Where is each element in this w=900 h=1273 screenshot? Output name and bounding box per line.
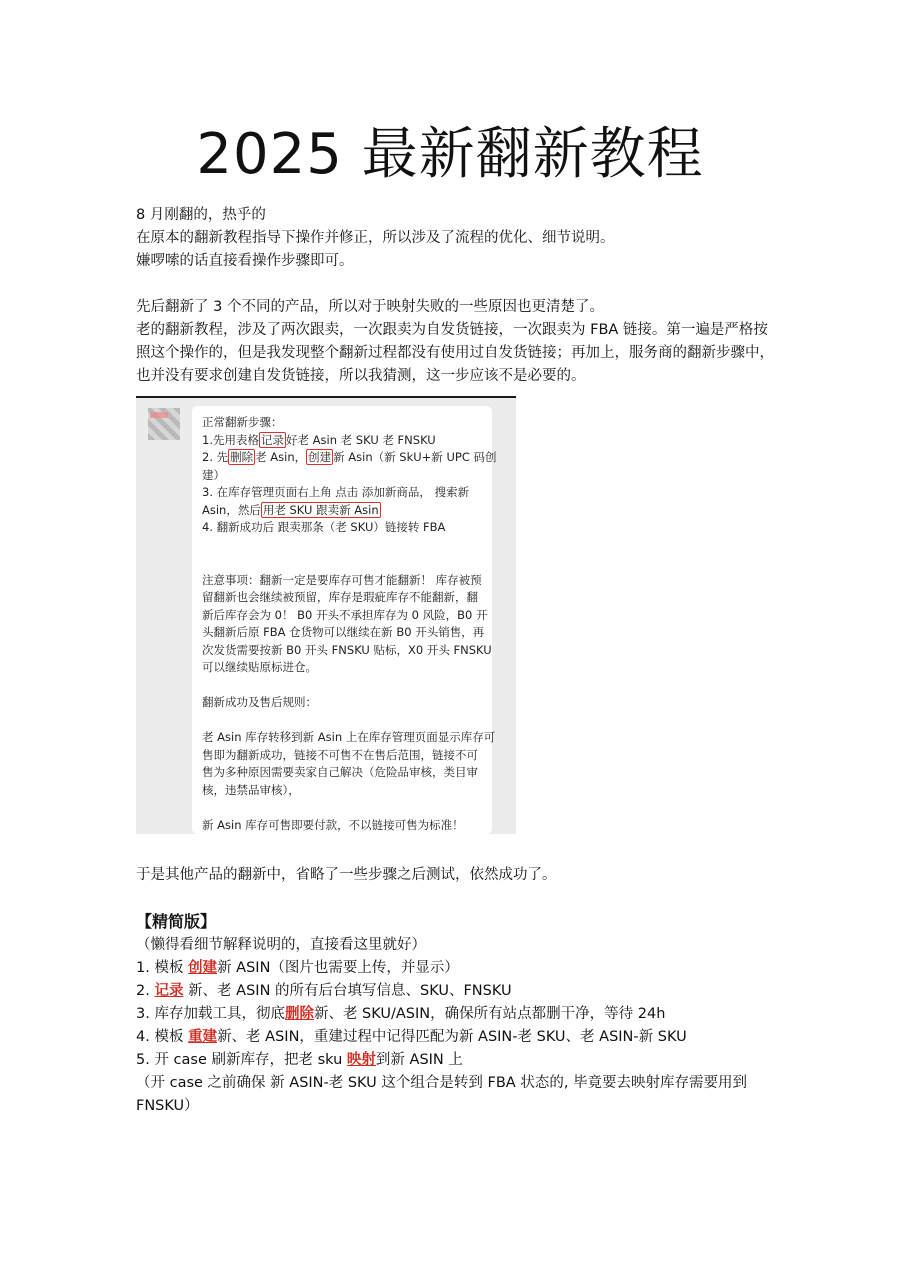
chat-step-3-cont: Asin，然后 用老 SKU 跟卖新 Asin (202, 502, 379, 517)
after-image-section (136, 864, 776, 887)
keyword-create: 创建 (188, 960, 218, 976)
highlight-box: 用老 SKU 跟卖新 Asin (262, 502, 379, 517)
chat-note-line: 可以继续贴原标进仓。 (202, 660, 317, 674)
background-paragraph: 老的翻新教程，涉及了两次跟卖，一次跟卖为自发货链接，一次跟卖为 FBA 链接。第一遍是严格按照这个操作的，但是我发现整个翻新过程都没有使用过自发货链接；再加上，服务商的翻新步骤中，也并没有要求创建自发货链接，所以我猜测，这一步应该不是必要的。 (136, 322, 774, 384)
keyword-map: 映射 (346, 1052, 376, 1068)
keyword-rebuild: 重建 (188, 1029, 218, 1045)
simple-note: （懒得看细节解释说明的，直接看这里就好） (136, 937, 426, 953)
chat-note-line: 头翻新后原 FBA 仓货物可以继续在新 B0 开头销售，再 (202, 625, 485, 639)
simple-item-5: 5. 开 case 刷新库存，把老 sku 映射到新 ASIN 上 (136, 1052, 463, 1068)
after-image-line: 于是其他产品的翻新中，省略了一些步骤之后测试，依然成功了。 (136, 867, 557, 883)
page-title: 2025 最新翻新教程 (196, 122, 704, 187)
chat-step-4: 4. 翻新成功后 跟卖那条（老 SKU）链接转 FBA (202, 520, 446, 534)
chat-heading: 正常翻新步骤： (202, 415, 283, 429)
keyword-delete: 删除 (284, 1006, 314, 1022)
chat-rule-line: 老 Asin 库存转移到新 Asin 上在库存管理页面显示库存可 (202, 730, 496, 744)
chat-step-3: 3. 在库存管理页面右上角 点击 添加新商品， 搜索新 (202, 485, 470, 499)
chat-rules-heading: 翻新成功及售后规则： (202, 695, 317, 709)
simple-item-3: 3. 库存加载工具，彻底删除新、老 SKU/ASIN，确保所有站点都删干净，等待 24h (136, 1006, 666, 1022)
chat-rule-line: 核，违禁品审核）， (202, 782, 300, 797)
chat-note-line: 留翻新也会继续被预留，库存是瑕疵库存不能翻新，翻 (202, 590, 478, 604)
chat-rule-line: 售为多种原因需要卖家自己解决（危险品审核，类目审 (202, 765, 478, 779)
highlight-box: 记录 (260, 432, 284, 447)
simple-heading: 【精简版】 (136, 912, 217, 931)
avatar (148, 408, 180, 440)
chat-rule-line: 售即为翻新成功，链接不可售不在售后范围，链接不可 (202, 747, 478, 762)
chat-screenshot (136, 398, 516, 834)
intro-line: 8 月刚翻的，热乎的 (136, 207, 266, 223)
simple-item-1: 1. 模板 创建新 ASIN（图片也需要上传，并显示） (136, 960, 459, 976)
background-section (136, 296, 776, 388)
simple-item-2: 2. 记录 新、老 ASIN 的所有后台填写信息、SKU、FNSKU (136, 983, 512, 999)
simple-item-4: 4. 模板 重建新、老 ASIN，重建过程中记得匹配为新 ASIN-老 SKU、老 ASIN-新 SKU (136, 1029, 687, 1045)
intro-line: 在原本的翻新教程指导下操作并修正，所以涉及了流程的优化、细节说明。 (136, 230, 615, 246)
keyword-record: 记录 (154, 983, 184, 999)
chat-step-2: 2. 先 删除 老 Asin， 创建 新 Asin（新 SkU+新 UPC 码创 (202, 450, 497, 464)
chat-note-line: 次发货需要按新 B0 开头 FNSKU 贴标，X0 开头 FNSKU (202, 642, 492, 657)
chat-final-line: 新 Asin 库存可售即要付款，不以链接可售为标准！ (202, 817, 464, 832)
chat-note-line: 注意事项：翻新一定是要库存可售才能翻新！ 库存被预 (202, 572, 482, 587)
intro-section (136, 204, 776, 273)
chat-step-1: 1.先用表格 记录 好老 Asin 老 SKU 老 FNSKU (202, 432, 436, 447)
simple-section (136, 910, 776, 1118)
chat-step-2-cont: 建） (202, 467, 225, 482)
simple-footnote: （开 case 之前确保 新 ASIN-老 SKU 这个组合是转到 FBA 状态的, 毕竟要去映射库存需要用到 FNSKU） (136, 1075, 748, 1114)
chat-note-line: 新后库存会为 0！ B0 开头不承担库存为 0 风险，B0 开 (202, 607, 488, 622)
chat-bubble (192, 406, 497, 834)
background-line: 先后翻新了 3 个不同的产品，所以对于映射失败的一些原因也更清楚了。 (136, 299, 604, 315)
highlight-box: 删除 (230, 450, 254, 464)
intro-line: 嫌啰嗦的话直接看操作步骤即可。 (136, 253, 354, 269)
highlight-box: 创建 (308, 450, 332, 464)
